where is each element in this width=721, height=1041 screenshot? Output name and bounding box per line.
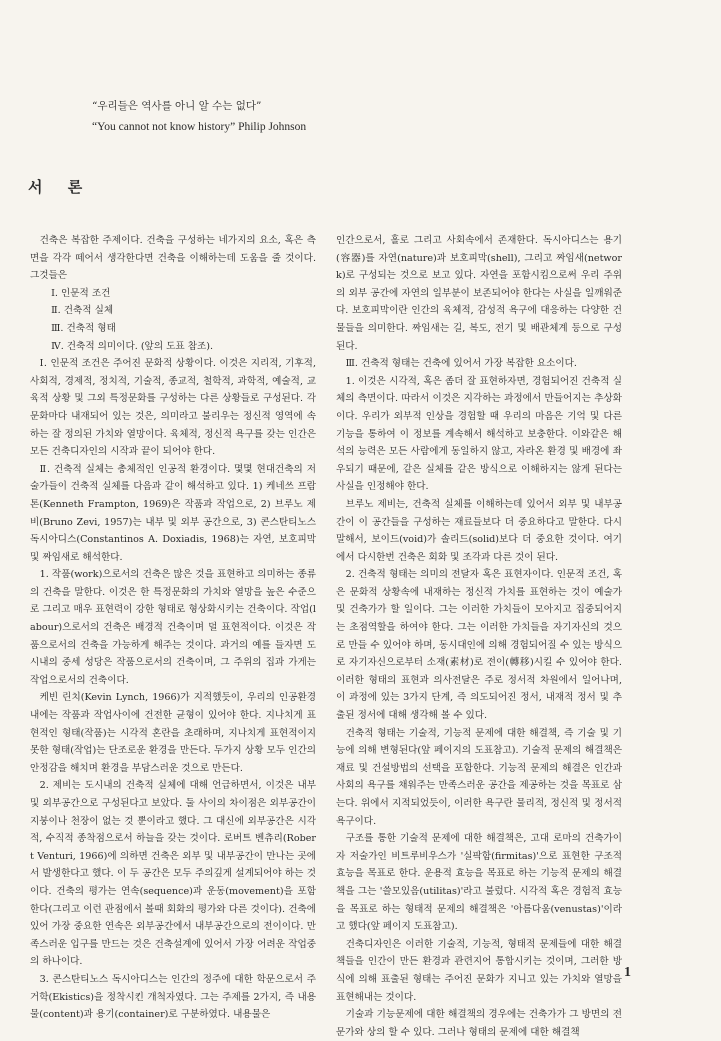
paragraph: 3. 콘스탄티노스 독시아디스는 인간의 정주에 대한 학문으로서 주거학(Ekistics)을 정착시킨 개척자였다. 그는 주제를 2가지, 즉 내용물(content)과 용기(container)로 구분하였다. 내용물은: [30, 973, 316, 1021]
paragraph: 건축디자인은 이러한 기술적, 기능적, 형태적 문제들에 대한 해결책들을 인간이 만든 환경과 관련지어 통합시키는 것이며, 그러한 방식에 의해 표출된 형태는 주어진 문화가 지니고 있는 가치와 열망을 표현해내는 것이다.: [336, 938, 622, 1003]
paragraph: 1. 이것은 시각적, 혹은 좀더 잘 표현하자면, 경험되어진 건축적 실체의 측면이다. 따라서 이것은 지각하는 과정에서 만들어지는 추상화이다. 우리가 외부적 인상을 경험할 때 우리의 마음은 기억 및 다른 기능을 통하여 이 정보를 계속해서 해석하고 보충한다. 이와같은 해석의 능력은 모든 사람에게 동일하지 않고, 자라온 환경 및 배경에 좌우되기 때문에, 같은 실체를 같은 방식으로 이해하지는 않게 된다는 사실을 인정해야 한다.: [336, 375, 622, 493]
page-number: 1: [624, 965, 631, 980]
paragraph: 케빈 린치(Kevin Lynch, 1966)가 지적했듯이, 우리의 인공환경내에는 작품과 작업사이에 건전한 균형이 있어야 한다. 지나치게 표현적인 형태(작품)는 시각적 혼란을 초래하며, 지나치게 표현적이지 못한 형태(작업)는 단조로운 환경을 만든다. 두가지 상황 모두 인간의 안정감을 해치며 환경을 부담스러운 것으로 만든다.: [30, 692, 316, 774]
paragraph: 1. 작품(work)으로서의 건축은 많은 것을 표현하고 의미하는 종류의 건축을 말한다. 이것은 한 특정문화의 가치와 열망을 높은 수준으로 그리고 매우 표현력이 강한 형태로 형상화시키는 건축이다. 작업(labour)으로서의 건축은 배경적 건축이며 덜 표현적이다. 이것은 작품으로서의 건축을 가능하게 해주는 것이다. 과거의 예를 들자면 도시내의 중세 성당은 작품으로서의 건축이며, 그 주위의 집과 가게는 작업으로서의 건축이다.: [30, 569, 316, 686]
paragraph: Ⅲ. 건축적 형태는 건축에 있어서 가장 복잡한 요소이다.: [345, 358, 577, 370]
paragraph: Ⅱ. 건축적 실체는 총체적인 인공적 환경이다. 몇몇 현대건축의 저술가들이 건축적 실체를 다음과 같이 해석하고 있다. 1) 케네쓰 프람톤(Kenneth Frampton, 1969)은 작품과 작업으로, 2) 브루노 제비(Bruno Zevi, 1957)는 내부 및 외부 공간으로, 3) 콘스탄티노스 독시아디스(Constantinos A. Doxiadis, 1968)는 자연, 보호피막 및 짜임새로 해석한다.: [30, 463, 316, 563]
paragraph: 건축은 복잡한 주제이다. 건축을 구성하는 네가지의 요소, 혹은 측면을 각각 떼어서 생각한다면 건축을 이해하는데 도움을 줄 것이다. 그것들은: [30, 235, 316, 282]
paragraph: Ⅰ. 인문적 조건은 주어진 문화적 상황이다. 이것은 지리적, 기후적, 사회적, 경제적, 정치적, 기술적, 종교적, 철학적, 과학적, 예술적, 교육적 상황 및 그외 특정문화를 구성하는 다른 상황들로 구성된다. 각 문화마다 내재되어 있는 것은, 의미라고 불리우는 정신적 영역에 속하는 잘 정의된 가치와 열망이다. 육체적, 정신적 욕구를 갖는 인간은 모든 건축디자인의 시작과 끝이 되어야 한다.: [30, 358, 316, 458]
epigraph: [92, 96, 306, 138]
paragraph: 기술과 기능문제에 대한 해결책의 경우에는 건축가가 그 방면의 전문가와 상의 할 수 있다. 그러나 형태의 문제에 대한 해결책: [336, 1009, 622, 1038]
left-column: [30, 232, 316, 1024]
paragraph: 인간으로서, 홀로 그리고 사회속에서 존재한다. 독시아디스는 용기(容器)를 자연(nature)과 보호피막(shell), 그리고 짜임새(network)로 구성되는 것으로 보고 있다. 자연을 포함시킴으로써 우리 주위의 외부 공간에 자연의 일부분이 보존되어야 한다는 사실을 일깨워준다. 보호피막이란 인간의 육체적, 감성적 욕구에 대응하는 다양한 건물들을 의미한다. 짜임새는 길, 복도, 전기 및 배관체계 등으로 구성된다.: [336, 235, 622, 352]
epigraph-korean: “우리들은 역사를 아니 알 수는 없다”: [92, 100, 262, 112]
right-column: [336, 232, 622, 1041]
paragraph: 브루노 제비는, 건축적 실체를 이해하는데 있어서 외부 및 내부공간이 이 공간들을 구성하는 재료들보다 더 중요하다고 말한다. 다시말해서, 보이드(void)가 솔리드(solid)보다 더 중요한 것이다. 여기에서 다시한번 건축은 회화 및 조각과 다른 것이 된다.: [336, 498, 622, 563]
epigraph-english: “You cannot not know history” Philip Johnson: [92, 121, 307, 133]
paragraph: 2. 제비는 도시내의 건축적 실체에 대해 언급하면서, 이것은 내부 및 외부공간으로 구성된다고 보았다. 둘 사이의 차이점은 외부공간이 지붕이나 천장이 없는 것 뿐이라고 했다. 그 대신에 외부공간은 시각적, 수직적 종착점으로서 하늘을 갖는 것이다. 로버트 벤츄리(Robert Venturi, 1966)에 의하면 건축은 외부 및 내부공간이 만나는 곳에서 발생한다고 했다. 이 두 공간은 모두 주의깊게 설계되어야 하는 것이다. 건축의 평가는 연속(sequence)과 운동(movement)을 포함한다(그리고 이런 관점에서 볼때 회화의 평가와 다른 것이다). 건축에 있어 가장 중요한 연속은 외부공간에서 내부공간으로의 전이이다. 만족스러운 입구를 만드는 것은 건축설계에 있어서 가장 어려운 작업중의 하나이다.: [30, 780, 316, 968]
list-item: Ⅱ. 건축적 실체: [51, 305, 114, 317]
paragraph: 건축적 형태는 기술적, 기능적 문제에 대한 해결책, 즉 기술 및 기능에 의해 변형된다(앞 페이지의 도표참고). 기술적 문제의 해결책은 재료 및 건설방법의 선택을 포함한다. 기능적 문제의 해결은 인간과 사회의 욕구를 채워주는 만족스러운 공간을 제공하는 것을 목표로 삼는다. 위에서 지적되었듯이, 이러한 욕구란 물리적, 정신적 및 정서적 욕구이다.: [336, 727, 622, 827]
section-title: 서 론: [28, 178, 93, 196]
list-item: Ⅲ. 건축적 형태: [51, 322, 116, 334]
paragraph: 2. 건축적 형태는 의미의 전달자 혹은 표현자이다. 인문적 조건, 혹은 문화적 상황속에 내재하는 정신적 가치를 표현하는 것이 예술가 및 건축가가 할 일이다. 그는 이러한 가치들이 모아지고 집중되어지는 초점역할을 하여야 한다. 그는 이러한 가치들을 자기자신의 것으로 만들 수 있어야 하며, 동시대인에 의해 경험되어질 수 있는 방식으로 자기자신으로부터 소재(素材)로 전이(轉移)시킬 수 있어야 한다. 이러한 형태의 표현과 의사전달은 주로 정서적 차원에서 일어나며, 이 과정에 있는 3가지 단계, 즉 의도되어진 정서, 내재적 정서 및 추출된 정서에 대해 생각해 볼 수 있다.: [336, 569, 622, 722]
list-item: Ⅰ. 인문적 조건: [51, 287, 111, 299]
paragraph: 구조를 통한 기술적 문제에 대한 해결책은, 고대 로마의 건축가이자 저술가인 비트루비우스가 '실팍함(firmitas)'으로 표현한 구조적 효능을 목표로 한다. 운용적 효능을 목표로 하는 기능적 문제의 해결책을 그는 '쓸모있음(utilitas)'라고 불렀다. 시각적 혹은 경험적 효능을 목표로 하는 형태적 문제의 해결책은 '아름다움(venustas)'이라고 했다(앞 페이지 도표참고).: [336, 833, 622, 933]
list-item: Ⅳ. 건축적 의미이다. (앞의 도표 참조).: [51, 340, 214, 352]
